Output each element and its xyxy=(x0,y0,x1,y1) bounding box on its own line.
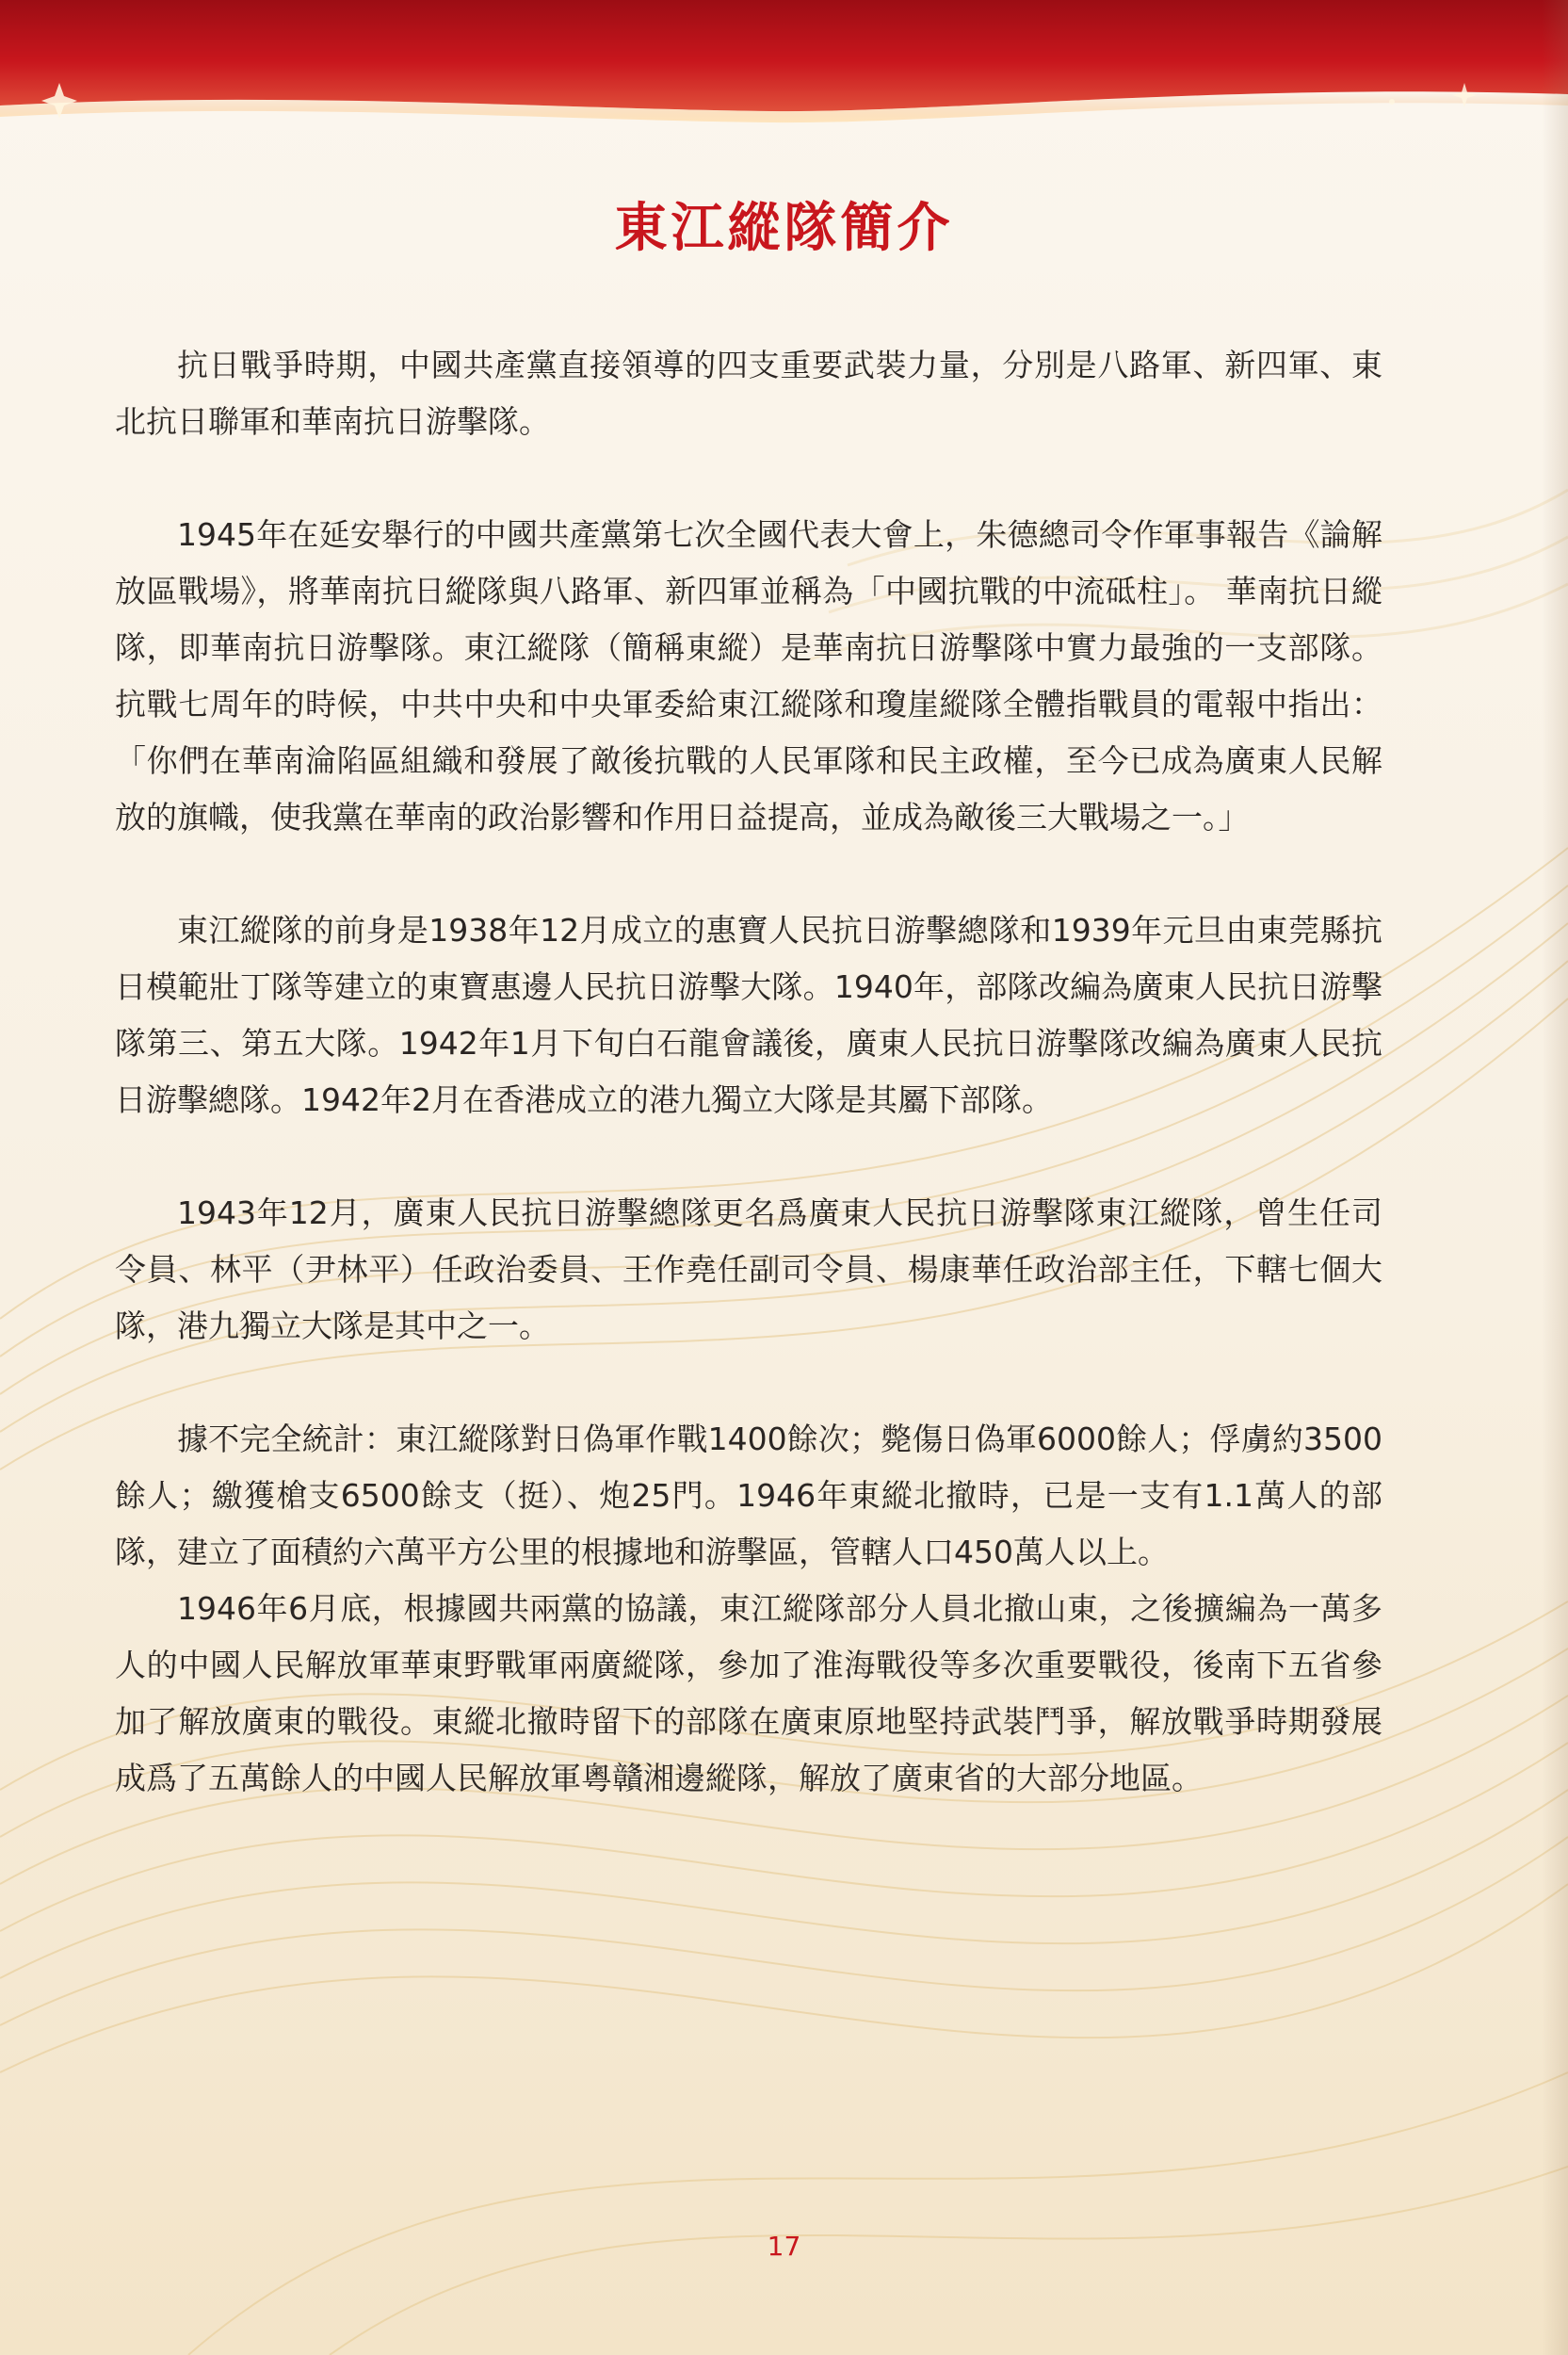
paragraph-1943-renaming: 1943年12月，廣東人民抗日游擊總隊更名爲廣東人民抗日游擊隊東江縱隊，曾生任司令員、林平（尹林平）任政治委員、王作堯任副司令員、楊康華任政治部主任，下轄七個大隊，港九獨立大隊是其中之一。 xyxy=(115,1194,1382,1344)
paragraph-1945-congress: 1945年在延安舉行的中國共產黨第七次全國代表大會上，朱德總司令作軍事報告《論解放區戰場》，將華南抗日縱隊與八路軍、新四軍並稱為「中國抗戰的中流砥柱」。 華南抗日縱隊，即華南抗日游擊隊。東江縱隊（簡稱東縱）是華南抗日游擊隊中實力最強的一支部隊。抗戰七周年的時候，中共中央和中央軍委給東江縱隊和瓊崖縱隊全體指戰員的電報中指出：「你們在華南淪陷區組織和發展了敵後抗戰的人民軍隊和民主政權，至今已成為廣東人民解放的旗幟，使我黨在華南的政治影響和作用日益提高，並成為敵後三大戰場之一。」 xyxy=(115,516,1382,836)
page-number: 17 xyxy=(767,2231,801,2262)
article-body xyxy=(115,337,1382,1807)
paragraph-intro: 抗日戰爭時期，中國共產黨直接領導的四支重要武裝力量，分別是八路軍、新四軍、東北抗日聯軍和華南抗日游擊隊。 xyxy=(115,347,1382,440)
page-title: 東江縱隊簡介 xyxy=(614,197,954,259)
page-edge-shadow xyxy=(1542,0,1568,2355)
paragraph-statistics: 據不完全統計：東江縱隊對日偽軍作戰1400餘次；斃傷日偽軍6000餘人；俘虜約3500餘人；繳獲槍支6500餘支（挺）、炮25門。1946年東縱北撤時，已是一支有1.1萬人的部隊，建立了面積約六萬平方公里的根據地和游擊區，管轄人口450萬人以上。 xyxy=(115,1421,1382,1570)
paragraph-1946-withdrawal: 1946年6月底，根據國共兩黨的協議，東江縱隊部分人員北撤山東，之後擴編為一萬多人的中國人民解放軍華東野戰軍兩廣縱隊，參加了淮海戰役等多次重要戰役，後南下五省參加了解放廣東的戰役。東縱北撤時留下的部隊在廣東原地堅持武裝鬥爭，解放戰爭時期發展成爲了五萬餘人的中國人民解放軍粵贛湘邊縱隊，解放了廣東省的大部分地區。 xyxy=(115,1590,1382,1796)
paragraph-origins: 東江縱隊的前身是1938年12月成立的惠寶人民抗日游擊總隊和1939年元旦由東莞縣抗日模範壯丁隊等建立的東寶惠邊人民抗日游擊大隊。1940年，部隊改編為廣東人民抗日游擊隊第三、第五大隊。1942年1月下旬白石龍會議後，廣東人民抗日游擊隊改編為廣東人民抗日游擊總隊。1942年2月在香港成立的港九獨立大隊是其屬下部隊。 xyxy=(115,912,1382,1118)
